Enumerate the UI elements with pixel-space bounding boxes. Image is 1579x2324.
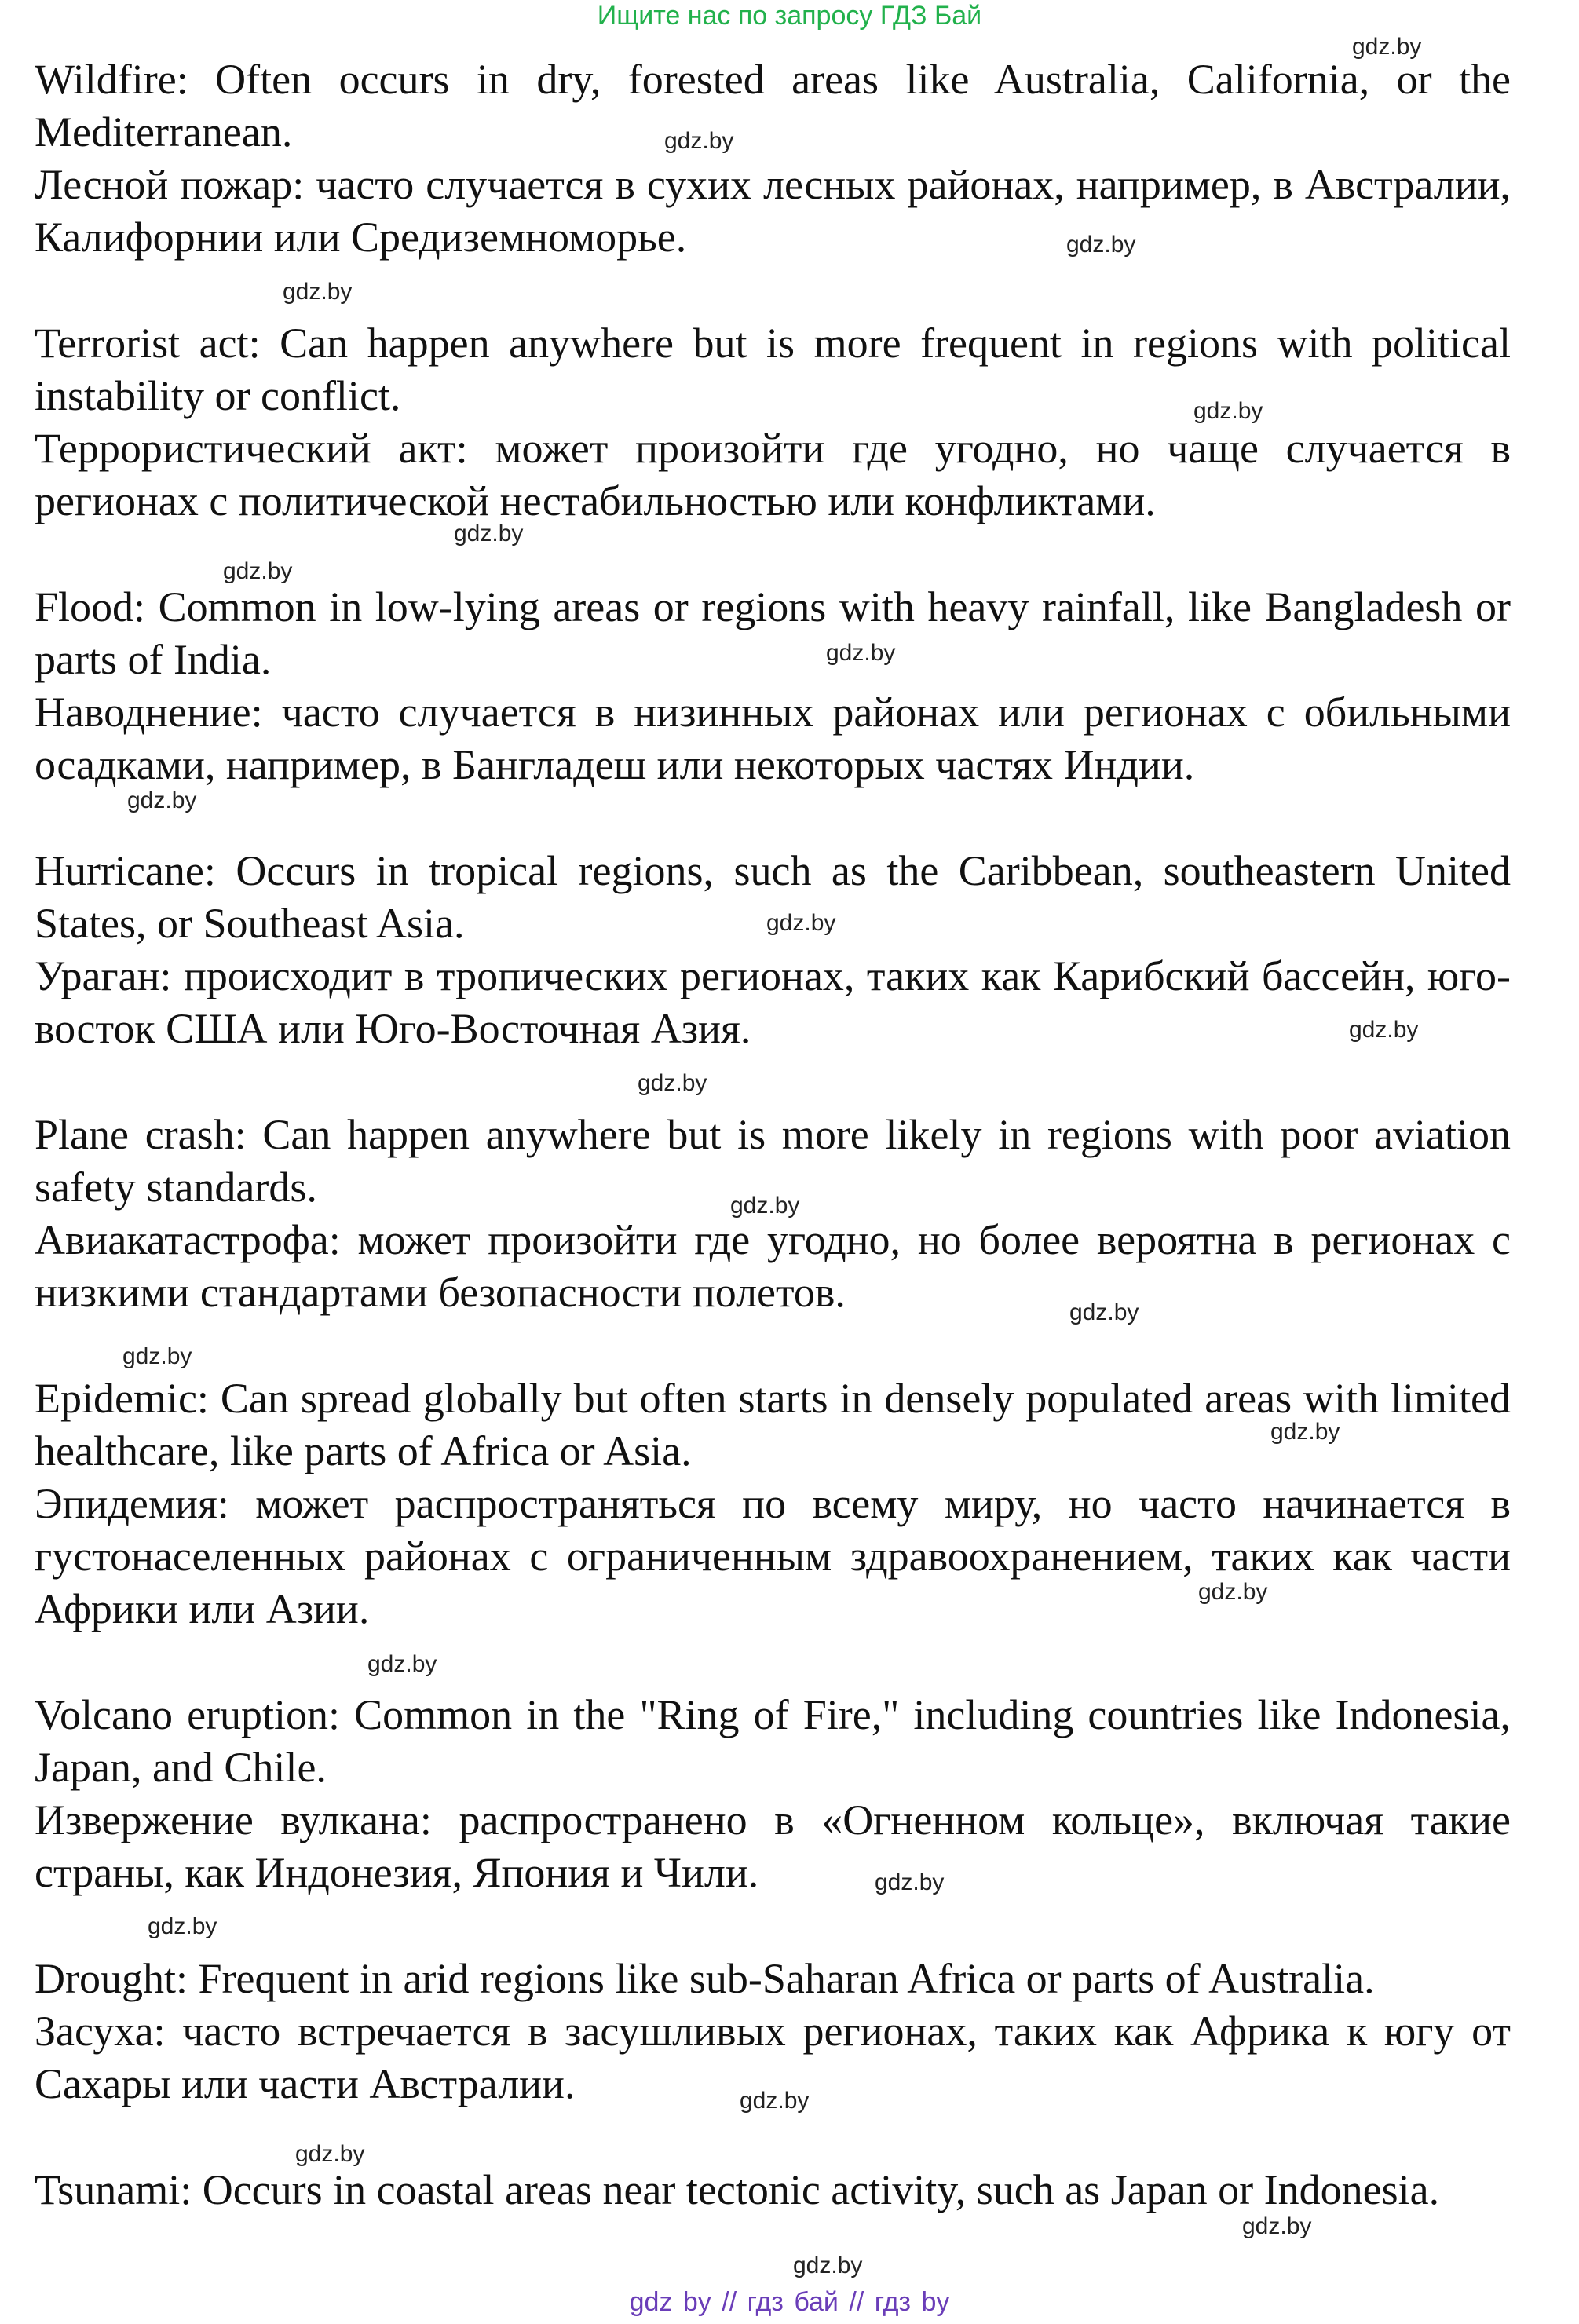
entry-en: Epidemic: Can spread globally but often starts in densely populated areas with limited healthcare, like parts of Africa or Asia.: [35, 1375, 1511, 1474]
watermark: gdz.by: [1352, 34, 1422, 60]
entry-volcano-eruption: [35, 1689, 1511, 1899]
entry-en: Flood: Common in low-lying areas or regions with heavy rainfall, like Bangladesh or parts of India.: [35, 583, 1511, 683]
watermark: gdz.by: [826, 640, 896, 666]
entry-en: Hurricane: Occurs in tropical regions, such as the Caribbean, southeastern United States, or Southeast Asia.: [35, 847, 1511, 947]
entry-terrorist-act: [35, 317, 1511, 528]
watermark: gdz.by: [1066, 232, 1136, 258]
entry-drought: [35, 1953, 1511, 2110]
search-banner: Ищите нас по запросу ГДЗ Бай: [597, 1, 982, 31]
entry-en: Tsunami: Occurs in coastal areas near tectonic activity, such as Japan or Indonesia.: [35, 2166, 1440, 2213]
watermark: gdz.by: [1270, 1419, 1340, 1445]
entry-wildfire: [35, 53, 1511, 264]
entry-ru: Эпидемия: может распространяться по всему миру, но часто начинается в густонаселенных районах с ограниченным здравоохранением, таких как части Африки или Азии.: [35, 1480, 1511, 1632]
entry-en: Drought: Frequent in arid regions like sub-Saharan Africa or parts of Australia.: [35, 1955, 1375, 2002]
entry-flood: [35, 581, 1511, 791]
watermark: gdz.by: [367, 1651, 437, 1677]
entry-en: Plane crash: Can happen anywhere but is more likely in regions with poor aviation safety standards.: [35, 1111, 1511, 1211]
watermark: gdz.by: [875, 1869, 945, 1895]
entry-ru: Лесной пожар: часто случается в сухих лесных районах, например, в Австралии, Калифорнии или Средиземноморье.: [35, 161, 1511, 261]
watermark: gdz.by: [793, 2253, 863, 2278]
entry-ru: Засуха: часто встречается в засушливых регионах, таких как Африка к югу от Сахары или части Австралии.: [35, 2008, 1511, 2107]
entry-tsunami: [35, 2164, 1511, 2216]
footer-links: gdz by // гдз бай // гдз by: [629, 2287, 950, 2317]
entry-en: Terrorist act: Can happen anywhere but is more frequent in regions with political instability or conflict.: [35, 320, 1511, 419]
watermark: gdz.by: [638, 1070, 707, 1096]
watermark: gdz.by: [766, 910, 836, 936]
watermark: gdz.by: [1193, 398, 1263, 424]
entry-en: Wildfire: Often occurs in dry, forested areas like Australia, California, or the Mediterranean.: [35, 56, 1511, 155]
entry-ru: Террористический акт: может произойти где угодно, но чаще случается в регионах с политической нестабильностью или конфликтами.: [35, 425, 1511, 524]
watermark: gdz.by: [127, 787, 197, 813]
watermark: gdz.by: [1242, 2213, 1312, 2239]
document-body: [35, 53, 1511, 2216]
entry-ru: Ураган: происходит в тропических регионах, таких как Карибский бассейн, юго-восток США или Юго-Восточная Азия.: [35, 952, 1511, 1052]
entry-epidemic: [35, 1372, 1511, 1635]
entry-hurricane: [35, 845, 1511, 1055]
watermark: gdz.by: [1069, 1299, 1139, 1325]
entry-ru: Извержение вулкана: распространено в «Огненном кольце», включая такие страны, как Индонезия, Япония и Чили.: [35, 1796, 1511, 1896]
entry-en: Volcano eruption: Common in the "Ring of Fire," including countries like Indonesia, Japan, and Chile.: [35, 1691, 1511, 1791]
watermark: gdz.by: [1349, 1017, 1419, 1043]
watermark: gdz.by: [730, 1193, 800, 1219]
watermark: gdz.by: [283, 279, 353, 305]
watermark: gdz.by: [223, 558, 293, 584]
watermark: gdz.by: [148, 1913, 217, 1939]
watermark: gdz.by: [740, 2088, 810, 2114]
watermark: gdz.by: [1198, 1579, 1268, 1605]
watermark: gdz.by: [295, 2141, 365, 2167]
entry-ru: Авиакатастрофа: может произойти где угодно, но более вероятна в регионах с низкими стандартами безопасности полетов.: [35, 1216, 1511, 1316]
watermark: gdz.by: [454, 521, 524, 546]
watermark: gdz.by: [664, 128, 734, 154]
entry-ru: Наводнение: часто случается в низинных районах или регионах с обильными осадками, например, в Бангладеш или некоторых частях Индии.: [35, 689, 1511, 788]
watermark: gdz.by: [122, 1343, 192, 1369]
